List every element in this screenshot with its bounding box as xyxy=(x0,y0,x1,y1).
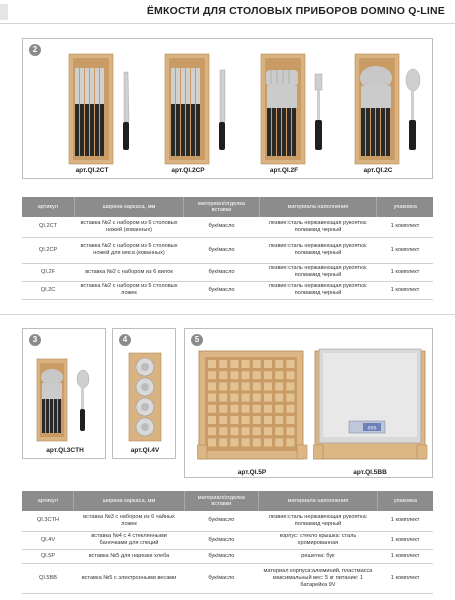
board-grid-cell xyxy=(242,438,250,446)
panel-number-badge: 5 xyxy=(191,334,203,346)
cell-description: вставка №2 с набором из 6 столовых ложек xyxy=(74,281,184,299)
scale-display-text: 000 xyxy=(367,425,377,432)
cell-packaging: 1 комплект xyxy=(377,531,433,549)
board-grid-cell xyxy=(242,405,250,413)
board-grid-cell xyxy=(253,427,261,435)
product-label-qi3cth: арт.QI.3CTH xyxy=(46,447,84,454)
cell-packaging: 1 комплект xyxy=(377,511,433,531)
table-row xyxy=(22,281,433,299)
board-grid-cell xyxy=(264,360,272,368)
table-row xyxy=(22,237,433,263)
table-row xyxy=(22,217,433,237)
board-grid-cell xyxy=(253,371,261,379)
cell-description: вставка №5 для нарезки хлеба xyxy=(74,549,184,563)
product-panel-4 xyxy=(112,328,176,459)
cell-packaging: 1 комплект xyxy=(377,563,433,593)
table-row xyxy=(22,263,433,281)
board-grid-cell xyxy=(242,371,250,379)
col-header-packaging: упаковка xyxy=(377,491,433,511)
product-label-qi5bb: арт.QI.5BB xyxy=(353,469,387,476)
cell-filling-material: лезвие:сталь нержавеющая рукоятка: полиамид черный xyxy=(259,217,377,237)
board-grid-cell xyxy=(230,416,238,424)
col-header-insert-material: материал/отделка вставки xyxy=(184,491,259,511)
board-grid-cell xyxy=(230,360,238,368)
table-header-row xyxy=(22,491,433,511)
board-grid-cell xyxy=(275,382,283,390)
product-label-qi2cp: арт.QI.2CP xyxy=(171,167,205,174)
board-grid-cell xyxy=(219,382,227,390)
col-header-article: артикул xyxy=(22,197,74,217)
cell-insert-material: бук/масло xyxy=(184,263,259,281)
cell-insert-material: бук/масло xyxy=(184,217,259,237)
cell-packaging: 1 комплект xyxy=(377,263,433,281)
spec-table-2 xyxy=(22,491,433,594)
board-grid-cell xyxy=(219,438,227,446)
board-grid-cell xyxy=(242,360,250,368)
cell-insert-material: бук/масло xyxy=(184,563,259,593)
col-header-article: артикул xyxy=(22,491,74,511)
col-header-packaging: упаковка xyxy=(377,197,433,217)
board-grid-cell xyxy=(253,360,261,368)
cell-article: QI.4V xyxy=(22,531,74,549)
product-label-qi2c: арт.QI.2C xyxy=(363,167,393,174)
board-grid-cell xyxy=(208,427,216,435)
board-grid-cell xyxy=(275,360,283,368)
cell-filling-material: лезвие:сталь нержавеющая рукоятка: полиамид черный xyxy=(259,511,377,531)
board-grid-cell xyxy=(286,416,294,424)
table-header-row xyxy=(22,197,433,217)
board-grid-cell xyxy=(286,438,294,446)
cell-article: QI.2CT xyxy=(22,217,74,237)
board-grid-cell xyxy=(208,405,216,413)
board-grid-cell xyxy=(208,371,216,379)
cell-article: QI.5P xyxy=(22,549,74,563)
board-grid-cell xyxy=(253,382,261,390)
board-grid-cell xyxy=(230,394,238,402)
cell-article: QI.5BB xyxy=(22,563,74,593)
cell-description: вставка №2 с набором из 6 вилок xyxy=(74,263,184,281)
cell-description: вставка №2 с набором из 6 столовых ножей для мяса (кованных) xyxy=(74,237,184,263)
board-grid-cell xyxy=(286,405,294,413)
board-grid-cell xyxy=(275,427,283,435)
board-grid-cell xyxy=(275,371,283,379)
board-grid-cell xyxy=(219,405,227,413)
cell-insert-material: бук/масло xyxy=(184,237,259,263)
board-grid-cell xyxy=(275,394,283,402)
panel-number-badge: 4 xyxy=(119,334,131,346)
col-header-filling-material: материала наполнения xyxy=(259,197,377,217)
cell-article: QI.2CP xyxy=(22,237,74,263)
cell-description: вставка №2 с набором из 6 столовых ножей (кованных) xyxy=(74,217,184,237)
product-image-steak-knives xyxy=(147,44,242,166)
page-title: ЁМКОСТИ ДЛЯ СТОЛОВЫХ ПРИБОРОВ DOMINO Q-LINE xyxy=(146,5,445,17)
cell-insert-material: бук/масло xyxy=(184,281,259,299)
board-grid-cell xyxy=(253,438,261,446)
cell-filling-material: лезвие:сталь нержавеющая рукоятка: полиамид черный xyxy=(259,263,377,281)
product-label-qi4v: арт.QI.4V xyxy=(130,447,160,454)
cell-article: QI.2F xyxy=(22,263,74,281)
cell-filling-material: решетка: бук xyxy=(259,549,377,563)
board-grid-cell xyxy=(242,382,250,390)
cell-packaging: 1 комплект xyxy=(377,237,433,263)
table-row xyxy=(22,563,433,593)
board-grid-cell xyxy=(242,427,250,435)
product-panel-5 xyxy=(184,328,433,478)
product-image-spice-jars xyxy=(125,351,165,443)
board-grid-cell xyxy=(219,371,227,379)
cell-insert-material: бук/масло xyxy=(184,549,259,563)
board-grid-cell xyxy=(286,371,294,379)
board-grid-cell xyxy=(264,427,272,435)
board-grid-cell xyxy=(286,360,294,368)
board-grid-cell xyxy=(208,438,216,446)
col-header-insert-material: материал/отделка вставки xyxy=(184,197,259,217)
panel-number-badge: 3 xyxy=(29,334,41,346)
board-grid-cell xyxy=(275,416,283,424)
board-grid-cell xyxy=(253,405,261,413)
cell-article: QI.2C xyxy=(22,281,74,299)
page-header xyxy=(0,0,455,24)
board-grid-cell xyxy=(264,371,272,379)
cell-article: QI.3CTH xyxy=(22,511,74,531)
cell-filling-material: лезвие:сталь нержавеющая рукоятка: полиамид черный xyxy=(259,281,377,299)
cell-filling-material: лезвие:сталь нержавеющая рукоятка: полиамид черный xyxy=(259,237,377,263)
col-header-width: ширина каркаса, мм xyxy=(74,491,184,511)
board-grid-cell xyxy=(230,382,238,390)
product-label-qi2f: арт.QI.2F xyxy=(269,167,299,174)
board-grid-cell xyxy=(275,405,283,413)
col-header-filling-material: материала наполнения xyxy=(259,491,377,511)
board-grid-cell xyxy=(264,416,272,424)
header-accent xyxy=(0,4,8,20)
board-grid-cell xyxy=(208,416,216,424)
board-grid-cell xyxy=(253,394,261,402)
product-image-spoons xyxy=(337,44,432,166)
cell-filling-material: корпус: стекло крышка: сталь хромированная xyxy=(259,531,377,549)
board-grid-cell xyxy=(264,405,272,413)
board-grid-cell xyxy=(264,394,272,402)
product-image-teaspoons xyxy=(31,349,101,444)
board-grid-cell xyxy=(242,394,250,402)
panel-number-badge: 2 xyxy=(29,44,41,56)
board-grid-cell xyxy=(286,382,294,390)
board-grid-cell xyxy=(275,438,283,446)
product-image-forks xyxy=(243,44,338,166)
cell-description: вставка №3 с набором из 6 чайных ложек xyxy=(74,511,184,531)
product-image-scale xyxy=(313,347,429,465)
cell-insert-material: бук/масло xyxy=(184,531,259,549)
board-grid-cell xyxy=(219,416,227,424)
cell-packaging: 1 комплект xyxy=(377,281,433,299)
table-row xyxy=(22,549,433,563)
product-panel-3 xyxy=(22,328,106,459)
spec-table-1 xyxy=(22,197,433,300)
cell-insert-material: бук/масло xyxy=(184,511,259,531)
table-row xyxy=(22,511,433,531)
board-grid-cell xyxy=(253,416,261,424)
product-image-bread-board xyxy=(197,347,309,465)
product-image-knives xyxy=(51,44,146,166)
board-grid-cell xyxy=(286,394,294,402)
product-panel-2 xyxy=(22,38,433,179)
cell-description: вставка №4 с 4 стеклянными баночками для специй xyxy=(74,531,184,549)
board-grid-cell xyxy=(264,382,272,390)
board-grid-cell xyxy=(208,360,216,368)
product-label-qi5p: арт.QI.5P xyxy=(237,469,267,476)
board-grid-cell xyxy=(286,427,294,435)
board-grid-cell xyxy=(208,382,216,390)
board-grid-cell xyxy=(230,371,238,379)
header-divider xyxy=(0,23,455,24)
cell-packaging: 1 комплект xyxy=(377,217,433,237)
board-grid-cell xyxy=(230,438,238,446)
section-divider xyxy=(0,314,455,315)
board-grid-cell xyxy=(219,427,227,435)
cell-packaging: 1 комплект xyxy=(377,549,433,563)
col-header-width: ширина каркаса, мм xyxy=(74,197,184,217)
product-label-qi2ct: арт.QI.2CT xyxy=(75,167,109,174)
board-grid-cell xyxy=(230,405,238,413)
board-grid-cell xyxy=(219,394,227,402)
board-grid-cell xyxy=(208,394,216,402)
cell-description: вставка №5 с электронными весами xyxy=(74,563,184,593)
board-grid-cell xyxy=(230,427,238,435)
board-grid-cell xyxy=(264,438,272,446)
cell-filling-material: материал корпуса:алюминий, пластмасса максимальный вес: 5 кг питание: 1 батарейка 9V xyxy=(259,563,377,593)
table-row xyxy=(22,531,433,549)
board-grid-cell xyxy=(242,416,250,424)
board-grid-cell xyxy=(219,360,227,368)
